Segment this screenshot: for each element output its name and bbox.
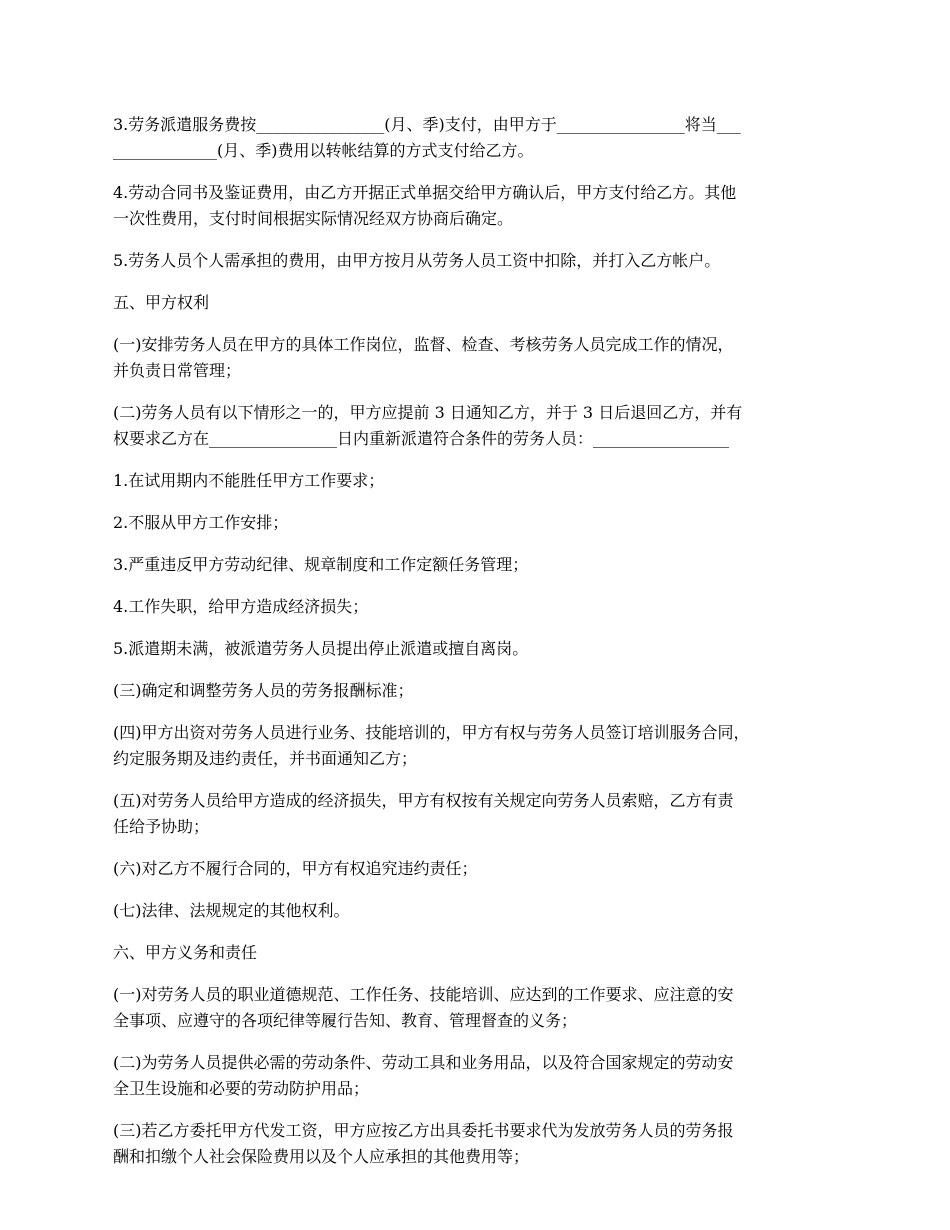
rights-item-5: (五)对劳务人员给甲方造成的经济损失，甲方有权按有关规定向劳务人员索赔，乙方有责 任给予协助； xyxy=(113,791,734,836)
return-condition-4: 4.工作失职，给甲方造成经济损失； xyxy=(113,597,369,616)
rights-item-4: (四)甲方出资对劳务人员进行业务、技能培训的，甲方有权与劳务人员签订培训服务合同， 约定服务期及违约责任，并书面通知乙方； xyxy=(113,723,750,768)
rights-item-1: (一)安排劳务人员在甲方的具体工作岗位，监督、检查、考核劳务人员完成工作的情况， 并负责日常管理； xyxy=(113,335,734,380)
obligations-item-3: (三)若乙方委托甲方代发工资，甲方应按乙方出具委托书要求代为发放劳务人员的劳务报 酬和扣缴个人社会保险费用以及个人应承担的其他费用等； xyxy=(113,1121,734,1166)
document-body xyxy=(113,112,848,1186)
obligations-item-2: (二)为劳务人员提供必需的劳动条件、劳动工具和业务用品，以及符合国家规定的劳动安 全卫生设施和必要的劳动防护用品； xyxy=(113,1053,734,1098)
section-heading-party-a-obligations: 六、甲方义务和责任 xyxy=(113,943,258,962)
section-heading-party-a-rights: 五、甲方权利 xyxy=(113,293,210,312)
return-condition-1: 1.在试用期内不能胜任甲方工作要求； xyxy=(113,471,385,490)
return-condition-5: 5.派遣期未满，被派遣劳务人员提出停止派遣或擅自离岗。 xyxy=(113,639,529,658)
clause-3-service-fee: 3.劳务派遣服务费按________________(月、季)支付，由甲方于________________将当___ _____________(月、季)费用以转帐结算的方式支付给乙方。 xyxy=(113,115,741,160)
obligations-item-1: (一)对劳务人员的职业道德规范、工作任务、技能培训、应达到的工作要求、应注意的安 全事项、应遵守的各项纪律等履行告知、教育、管理督查的义务； xyxy=(113,985,734,1030)
rights-item-2: (二)劳务人员有以下情形之一的，甲方应提前 3 日通知乙方，并于 3 日后退回乙方，并有 权要求乙方在________________日内重新派遣符合条件的劳务人员：_________________ xyxy=(113,403,743,448)
clause-5-personal-fee: 5.劳务人员个人需承担的费用，由甲方按月从劳务人员工资中扣除，并打入乙方帐户。 xyxy=(113,251,721,270)
rights-item-7: (七)法律、法规规定的其他权利。 xyxy=(113,901,350,920)
rights-item-6: (六)对乙方不履行合同的，甲方有权追究违约责任； xyxy=(113,859,478,878)
return-condition-2: 2.不服从甲方工作安排； xyxy=(113,513,289,532)
rights-item-3: (三)确定和调整劳务人员的劳务报酬标准； xyxy=(113,681,414,700)
clause-4-contract-fee: 4.劳动合同书及鉴证费用，由乙方开据正式单据交给甲方确认后，甲方支付给乙方。其他 一次性费用，支付时间根据实际情况经双方协商后确定。 xyxy=(113,183,737,228)
return-condition-3: 3.严重违反甲方劳动纪律、规章制度和工作定额任务管理； xyxy=(113,555,529,574)
